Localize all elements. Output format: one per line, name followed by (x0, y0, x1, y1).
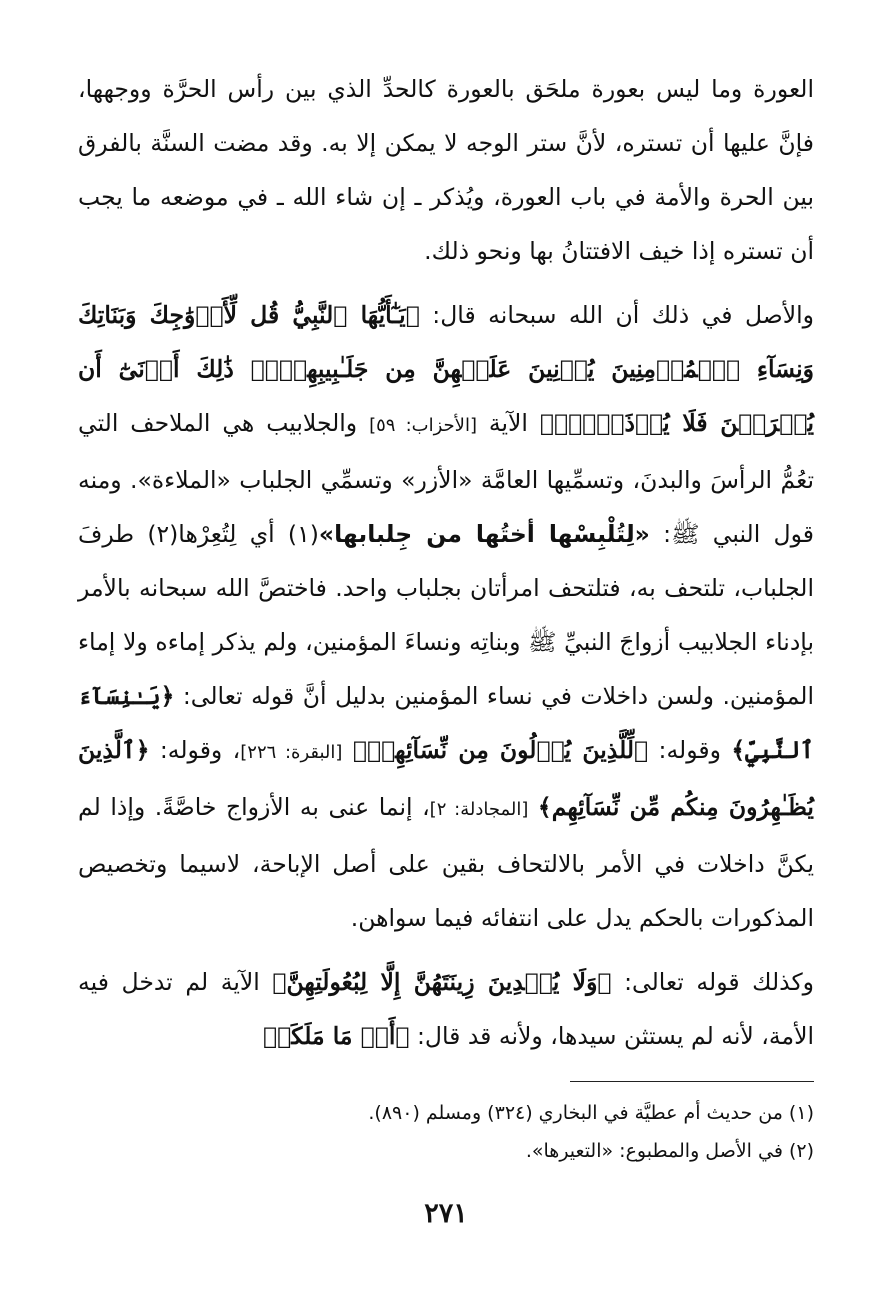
footnote-divider (570, 1081, 814, 1082)
verse-reference: [الأحزاب: ٥٩] (369, 415, 477, 436)
text-run: (١) أي لِتُعِرْها(٢) طرفَ الجلباب، تلتحف به، فتلتحف امرأتان بجلباب واحد. فاختصَّ الله سبحانه بالأمر بإدناء الجلابيب أزواجَ النبيِّ ﷺ وبناتِه ونساءَ المؤمنين، ولم يذكر إماءه ولا إماء المؤمنين. ولسن داخلات في نساء المؤمنين بدليل أنَّ قوله تعالى: (78, 520, 814, 710)
quran-verse: ﴿يَـٰنِسَآءَ ٱلنَّبِيِّ﴾ (78, 682, 814, 764)
footnote-1: (١) من حديث أم عطيَّة في البخاري (٣٢٤) ومسلم (٨٩٠). (368, 1102, 814, 1124)
paragraph-2 (78, 288, 814, 945)
quran-verse: ﴿يَـٰٓأَيُّهَا ٱلنَّبِيُّ قُل لِّأَزۡوَٰجِكَ وَبَنَاتِكَ وَنِسَآءِ ٱلۡمُؤۡمِنِينَ يُدۡنِينَ عَلَيۡهِنَّ مِن جَلَـٰبِيبِهِنَّۚ ذَٰلِكَ أَدۡنَىٰٓ أَن يُعۡرَفۡنَ فَلَا يُؤۡذَيۡنَۗ﴾ (78, 301, 814, 437)
quran-verse: ﴿أَوۡ مَا مَلَكَتۡ (263, 1022, 410, 1050)
footnotes (78, 1094, 814, 1170)
main-text (78, 62, 814, 1063)
text-run: الآية (476, 409, 540, 437)
verse-reference: [المجادلة: ٢] (429, 799, 529, 820)
quran-verse: ﴿وَلَا يُبۡدِينَ زِينَتَهُنَّ إِلَّا لِبُعُولَتِهِنَّ﴾ (272, 968, 612, 996)
footnote-2: (٢) في الأصل والمطبوع: «التعيرها». (525, 1140, 814, 1162)
text-run: والجلابيب هي الملاحف التي تعُمُّ الرأسَ والبدنَ، وتسمِّيها العامَّة «الأزر» وتسمِّي الجلباب «الملاءة». ومنه قول النبي ﷺ: (78, 409, 814, 548)
hadith-quote: «لِتُلْبِسْها أختُها من جِلبابها» (318, 520, 650, 548)
text-run: ، وقوله: (149, 736, 241, 764)
text-run: وقوله: (648, 736, 732, 764)
text-run: الآية لم تدخل فيه الأمة، لأنه لم يستثن سيدها، ولأنه قد قال: (78, 968, 814, 1050)
text-run: والأصل في ذلك أن الله سبحانه قال: (419, 301, 814, 329)
paragraph-1 (78, 62, 814, 278)
text-run (342, 736, 352, 764)
quran-verse: ﴿ٱلَّذِينَ يُظَـٰهِرُونَ مِنكُم مِّن نِّسَآئِهِم﴾ (78, 736, 814, 821)
page-number: ٢٧١ (424, 1198, 468, 1229)
text-run: وكذلك قوله تعالى: (611, 968, 814, 996)
verse-reference: [البقرة: ٢٢٦] (240, 742, 343, 763)
text-run (528, 793, 538, 821)
paragraph-3 (78, 955, 814, 1063)
quran-verse: ﴿لِّلَّذِينَ يُؤۡلُونَ مِن نِّسَآئِهِمۡ﴾ (352, 736, 649, 764)
text-run: العورة وما ليس بعورة ملحَق بالعورة كالحدِّ الذي بين رأس الحرَّة ووجهها، فإنَّ عليها أن تستره، لأنَّ ستر الوجه لا يمكن إلا به. وقد مضت السنَّة بالفرق بين الحرة والأمة في باب العورة، ويُذكر ـ إن شاء الله ـ في موضعه ما يجب أن تستره إذا خيف الافتتانُ بها ونحو ذلك. (78, 75, 814, 265)
text-run: ، إنما عنى به الأزواج خاصَّةً. وإذا لم يكنَّ داخلات في الأمر بالالتحاف بقين على أصل الإباحة، لاسيما وتخصيص المذكورات بالحكم يدل على انتفائه فيما سواهن. (78, 793, 814, 932)
